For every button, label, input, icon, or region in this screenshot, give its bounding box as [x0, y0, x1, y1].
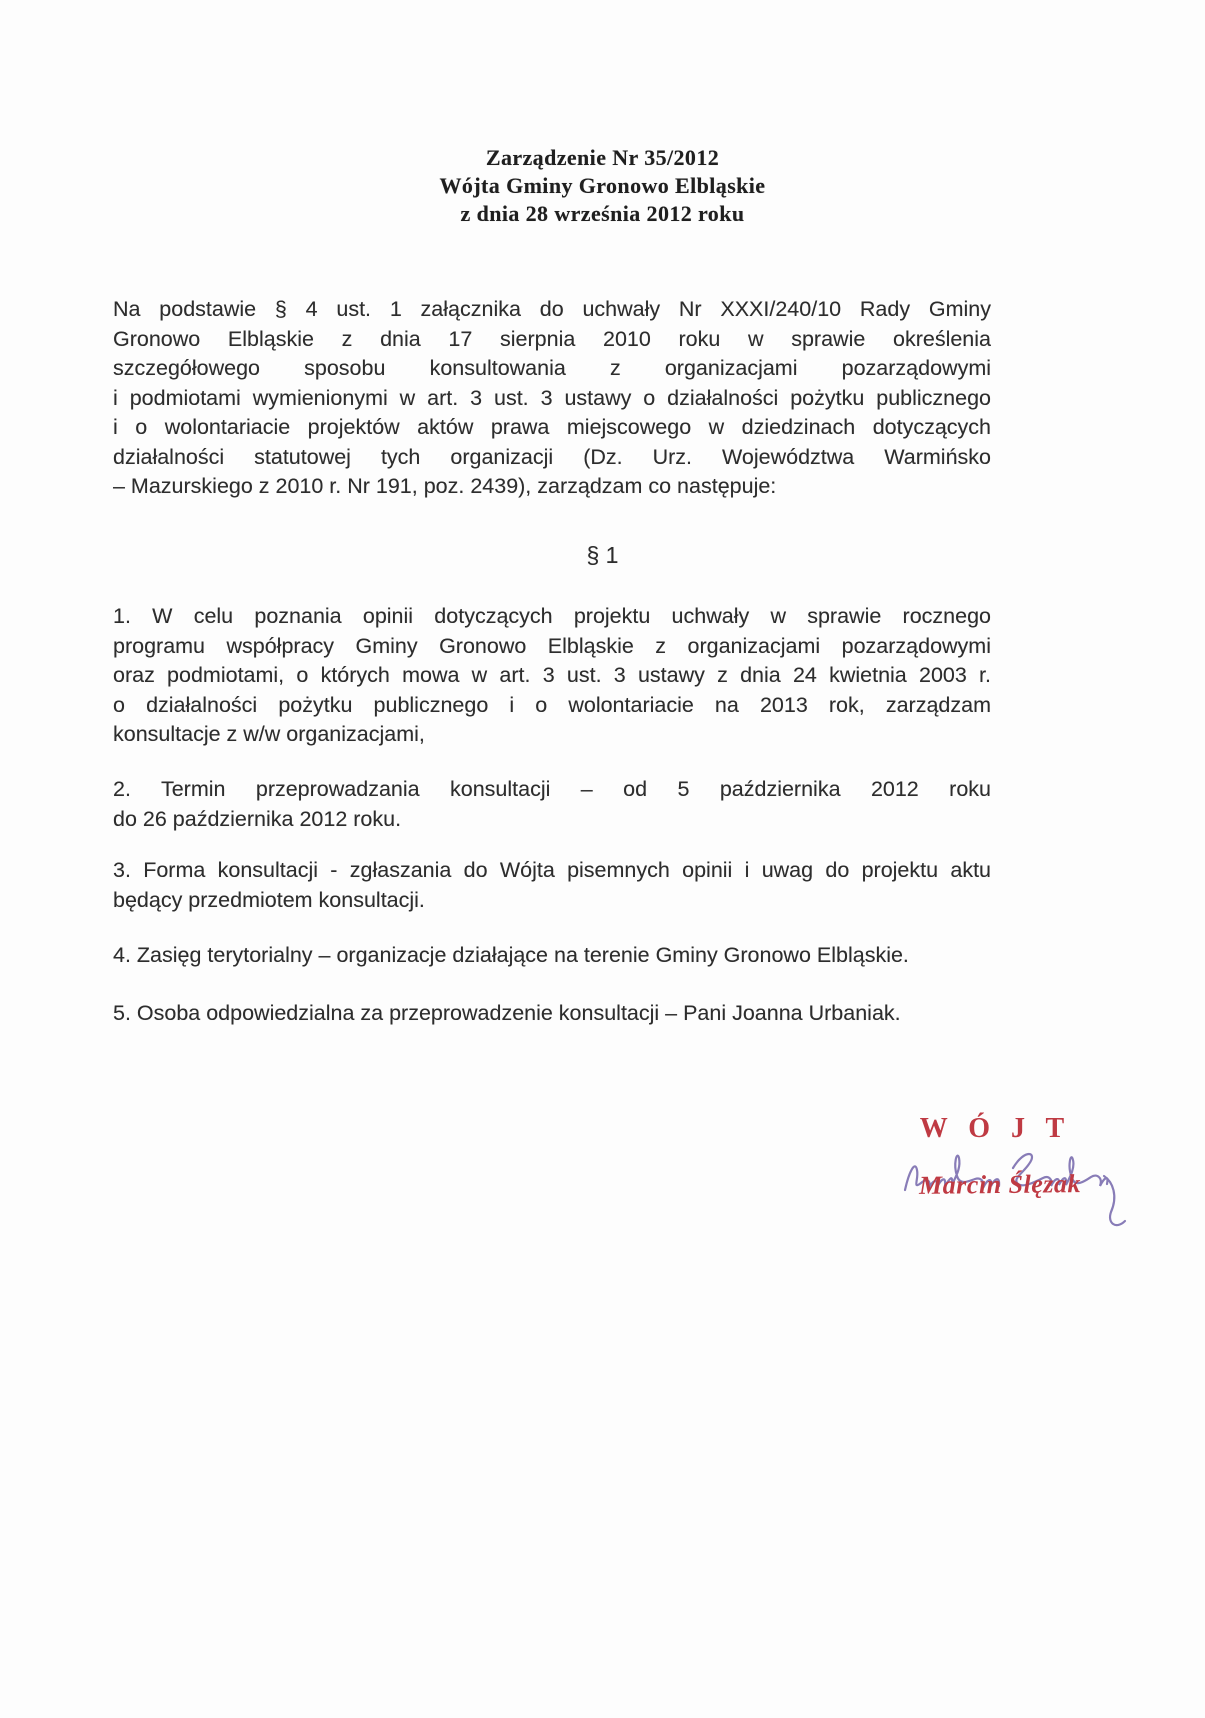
ordinance-item-3 [113, 856, 991, 915]
doc-issuer: Wójta Gminy Gronowo Elbląskie [439, 173, 766, 198]
ordinance-item-1 [113, 602, 991, 750]
ordinance-item-5 [113, 999, 991, 1029]
section-heading: § 1 [586, 542, 619, 568]
item-line: 3. Forma konsultacji - zgłaszania do Wójta pisemnych opinii i uwag do projektu aktu [113, 858, 991, 882]
ordinance-item-2 [113, 775, 991, 834]
preamble-line: i podmiotami wymienionymi w art. 3 ust. 3 ustawy o działalności pożytku publicznego [113, 385, 991, 410]
preamble-line: szczegółowego sposobu konsultowania z organizacjami pozarządowymi [113, 356, 991, 380]
item-line: będący przedmiotem konsultacji. [113, 887, 425, 912]
ordinance-item-4 [113, 941, 991, 971]
item-line: konsultacje z w/w organizacjami, [113, 722, 425, 746]
item-line: programu współpracy Gminy Gronowo Elbląskie z organizacjami pozarządowymi [113, 633, 991, 658]
preamble-line: Na podstawie § 4 ust. 1 załącznika do uchwały Nr XXXI/240/10 Rady Gminy [113, 297, 991, 321]
item-line: oraz podmiotami, o których mowa w art. 3 ust. 3 ustawy z dnia 24 kwietnia 2003 r. [113, 663, 991, 687]
preamble-line: działalności statutowej tych organizacji (Dz. Urz. Województwa Warmińsko [113, 444, 991, 469]
signature-title-stamp: W Ó J T [919, 1113, 1071, 1144]
item-line: 2. Termin przeprowadzania konsultacji – od 5 października 2012 roku [113, 777, 991, 801]
item-line: 5. Osoba odpowiedzialna za przeprowadzenie konsultacji – Pani Joanna Urbaniak. [113, 1001, 901, 1025]
preamble-line: i o wolontariacie projektów aktów prawa miejscowego w dziedzinach dotyczących [113, 415, 991, 439]
signature-name-stamp: Marcin Ślęzak [918, 1169, 1082, 1200]
item-line: do 26 października 2012 roku. [113, 806, 402, 831]
doc-title: Zarządzenie Nr 35/2012 [485, 145, 720, 170]
item-line: 1. W celu poznania opinii dotyczących projektu uchwały w sprawie rocznego [113, 604, 991, 628]
preamble-line: – Mazurskiego z 2010 r. Nr 191, poz. 2439), zarządzam co następuje: [113, 474, 777, 498]
document-header [0, 144, 1205, 228]
preamble-line: Gronowo Elbląskie z dnia 17 sierpnia 2010 roku w sprawie określenia [113, 326, 991, 351]
item-line: 4. Zasięg terytorialny – organizacje działające na terenie Gminy Gronowo Elbląskie. [113, 943, 909, 967]
preamble-paragraph [113, 295, 991, 502]
item-line: o działalności pożytku publicznego i o wolontariacie na 2013 rok, zarządzam [113, 692, 991, 717]
doc-date: z dnia 28 września 2012 roku [460, 201, 745, 226]
